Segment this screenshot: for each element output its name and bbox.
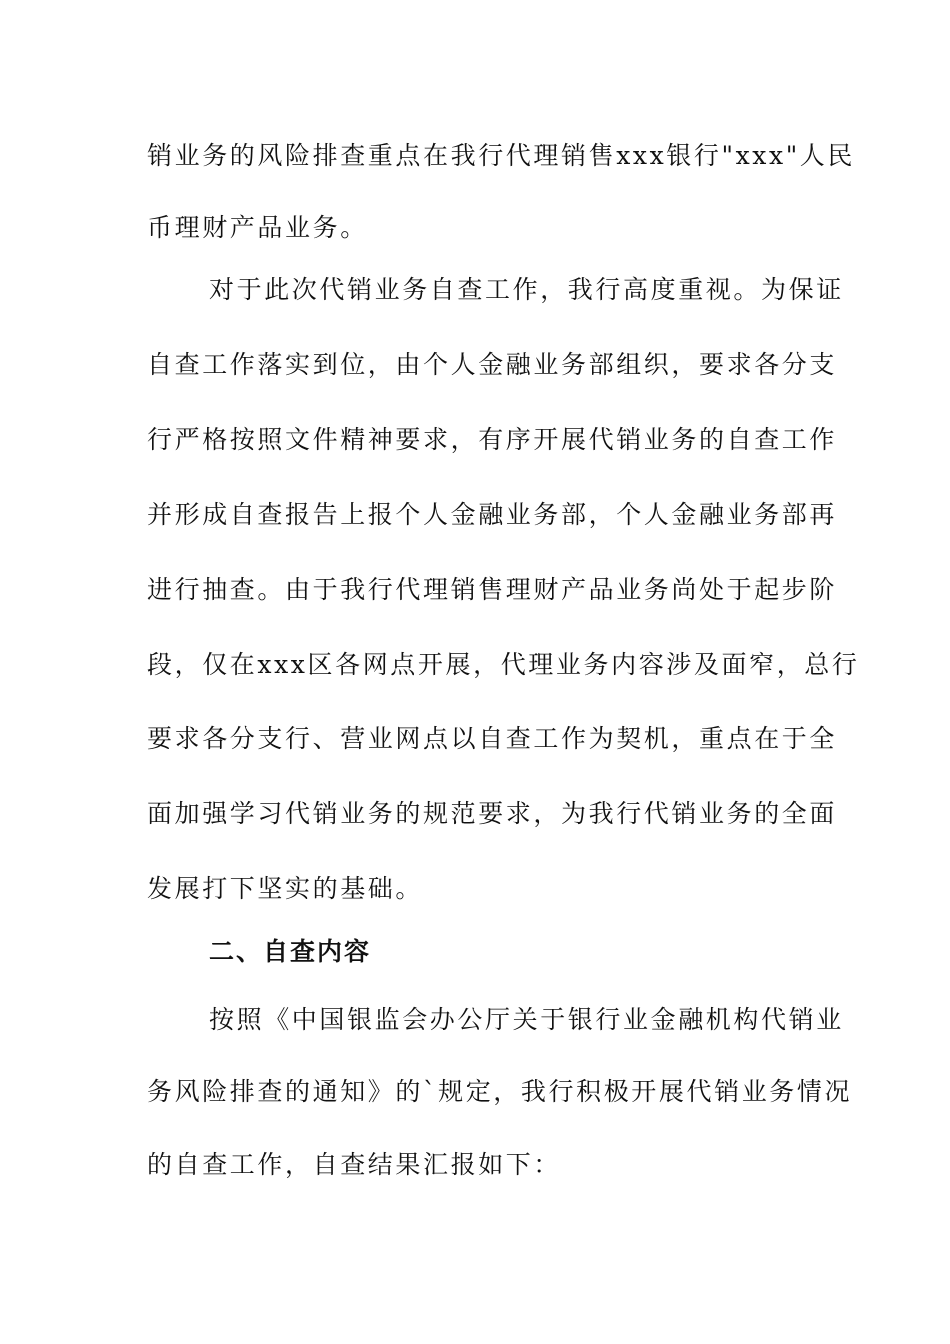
paragraph-line: 发展打下坚实的基础。 <box>147 874 424 903</box>
paragraph-line: 按照《中国银监会办公厅关于银行业金融机构代销业 <box>209 1005 844 1034</box>
paragraph-line: 对于此次代销业务自查工作，我行高度重视。为保证 <box>209 275 844 304</box>
paragraph-line: 币理财产品业务。 <box>147 213 368 242</box>
paragraph-line: 要求各分支行、营业网点以自查工作为契机，重点在于全 <box>147 724 838 753</box>
paragraph-line: 并形成自查报告上报个人金融业务部，个人金融业务部再 <box>147 500 838 529</box>
paragraph-line: 行严格按照文件精神要求，有序开展代销业务的自查工作 <box>147 425 838 454</box>
paragraph-line: 的自查工作，自查结果汇报如下： <box>147 1150 562 1179</box>
paragraph-line: 销业务的风险排查重点在我行代理销售xxx银行"xxx"人民 <box>147 141 855 170</box>
section-heading: 二、自查内容 <box>209 937 372 966</box>
paragraph-line: 面加强学习代销业务的规范要求，为我行代销业务的全面 <box>147 799 838 828</box>
paragraph-line: 进行抽查。由于我行代理销售理财产品业务尚处于起步阶 <box>147 575 838 604</box>
paragraph-line: 段，仅在xxx区各网点开展，代理业务内容涉及面窄，总行 <box>147 650 860 679</box>
paragraph-line: 自查工作落实到位，由个人金融业务部组织，要求各分支 <box>147 350 838 379</box>
paragraph-line: 务风险排查的通知》的`规定，我行积极开展代销业务情况 <box>147 1077 853 1106</box>
